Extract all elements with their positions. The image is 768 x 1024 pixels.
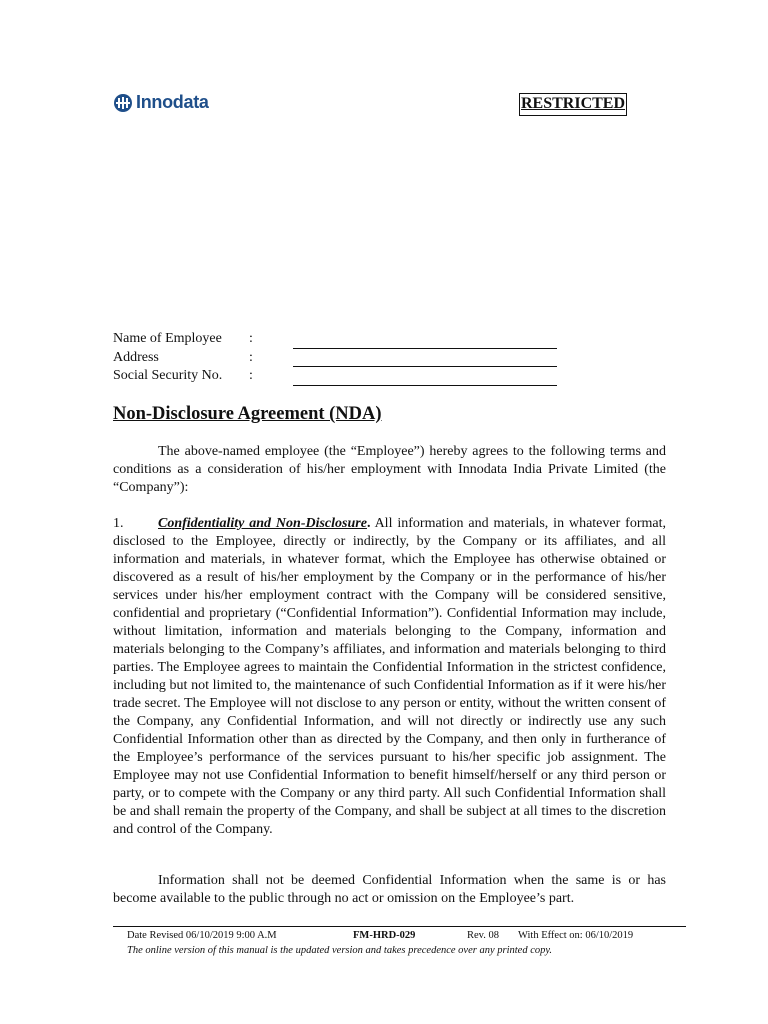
field-row-address [113, 349, 557, 368]
intro-paragraph: The above-named employee (the “Employee”) hereby agrees to the following terms and conditions as a consideration of his/her employment with Innodata India Private Limited (the “Company”): [113, 444, 666, 495]
field-label: Name of Employee [113, 331, 222, 346]
section-heading-punct: . [366, 516, 371, 531]
footer-note: The online version of this manual is the updated version and takes precedence over any printed copy. [127, 945, 553, 956]
field-colon: : [249, 331, 253, 346]
footer-divider [113, 926, 686, 927]
footer-form-code: FM-HRD-029 [353, 930, 416, 941]
footer-date-revised: Date Revised 06/10/2019 9:00 A.M [127, 930, 277, 941]
field-label: Social Security No. [113, 368, 223, 383]
employee-fields [113, 330, 557, 386]
section-heading: Confidentiality and Non-Disclosure [158, 516, 367, 531]
document-title: Non-Disclosure Agreement (NDA) [113, 404, 382, 424]
field-row-name [113, 330, 557, 349]
field-colon: : [249, 349, 253, 365]
footer-revision: Rev. 08 [467, 930, 499, 941]
restricted-label: RESTRICTED [519, 93, 627, 116]
section-number: 1. [113, 516, 124, 531]
section-body: All information and materials, in whatever format, disclosed to the Employee, directly or indirectly, by the Company or its affiliates, and all information and materials, in whatever format, which the Employee has otherwise obtained or discovered as a result of his/her employment by the Company or in the performance of his/her services under his/her employment contract with the Company will be considered sensitive, confidential and proprietary (“Confidential Information”). Confidential Information may include, without limitation, information and materials belonging to the Company, information and materials belonging to the Company’s affiliates, and information and materials belonging to third parties. The Employee agrees to maintain the Confidential Information in the strictest confidence, including but not limited to, the maintenance of such Confidential Information as if it were his/her trade secret. The Employee will not disclose to any person or entity, without the written consent of the Company, any Confidential Information, and will not directly or indirectly use any such Confidential Information other than as directed by the Company, and then only in furtherance of the Employee’s performance of the services pursuant to his/her specific job assignment. The Employee may not use Confidential Information to benefit himself/herself or any third person or party, or to compete with the Company or any third party. All such Confidential Information shall be and shall remain the property of the Company, and shall be subject at all times to the discretion and control of the Company. [113, 516, 666, 837]
section-1-paragraph [113, 515, 666, 839]
footer-effective-date: With Effect on: 06/10/2019 [518, 930, 634, 941]
ssn-blank-line[interactable] [293, 370, 557, 386]
name-blank-line[interactable] [293, 333, 557, 349]
exclusion-paragraph: Information shall not be deemed Confidential Information when the same is or has become available to the public through no act or omission on the Employee’s part. [113, 873, 666, 906]
address-blank-line[interactable] [293, 351, 557, 367]
logo-text: Innodata [136, 92, 209, 112]
field-label: Address [113, 349, 159, 365]
innodata-logo-icon [113, 93, 133, 113]
field-row-ssn [113, 367, 557, 386]
company-logo [113, 92, 209, 113]
field-colon: : [249, 368, 253, 383]
